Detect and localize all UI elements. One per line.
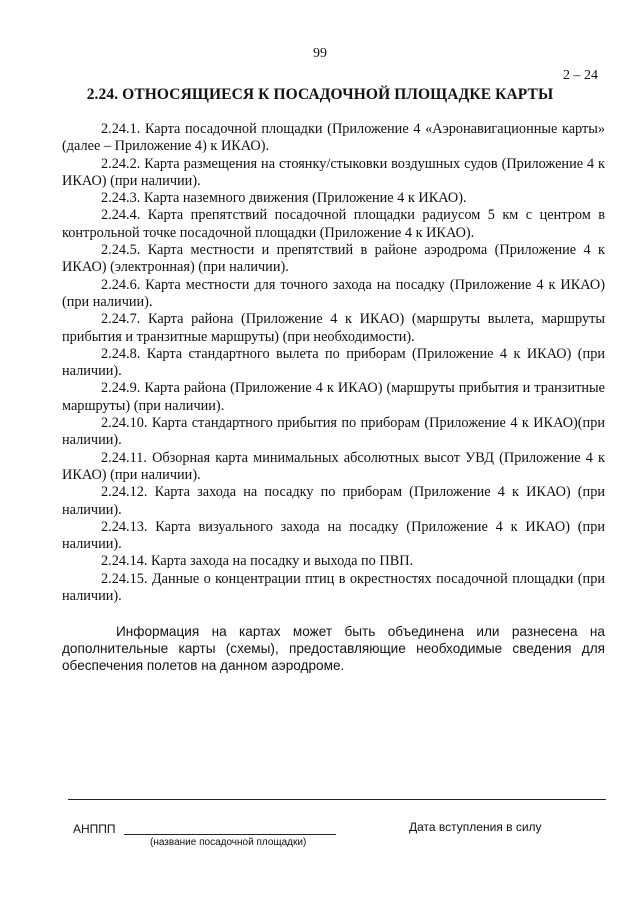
page-number: 99 [313,46,327,61]
list-item: 2.24.5. Карта местности и препятствий в районе аэродрома (Приложение 4 к ИКАО) (электронная) (при наличии). [62,242,605,276]
list-item: 2.24.9. Карта района (Приложение 4 к ИКАО) (маршруты прибытия и транзитные маршруты) (при наличии). [62,380,605,414]
list-item: 2.24.4. Карта препятствий посадочной площадки радиусом 5 км с центром в контрольной точке посадочной площадки (Приложение 4 к ИКАО). [62,207,605,241]
section-code: 2 – 24 [563,68,598,83]
footer-divider [68,799,606,800]
list-item: 2.24.13. Карта визуального захода на посадку (Приложение 4 к ИКАО) (при наличии). [62,518,605,553]
document-body [62,121,605,674]
list-item: 2.24.3. Карта наземного движения (Приложение 4 к ИКАО). [101,190,467,207]
footer-anppp-label: АНППП [73,822,116,836]
list-item: 2.24.10. Карта стандартного прибытия по приборам (Приложение 4 к ИКАО)(при наличии). [62,415,605,449]
list-item: 2.24.6. Карта местности для точного захода на посадку (Приложение 4 к ИКАО) (при наличии). [62,276,605,310]
list-item: 2.24.7. Карта района (Приложение 4 к ИКАО) (маршруты вылета, маршруты прибытия и транзитные маршруты) (при необходимости). [62,311,605,345]
list-item: 2.24.11. Обзорная карта минимальных абсолютных высот УВД (Приложение 4 к ИКАО) (при наличии). [62,449,605,483]
list-item: 2.24.15. Данные о концентрации птиц в окрестностях посадочной площадки (при наличии). [62,570,605,605]
list-item: 2.24.8. Карта стандартного вылета по приборам (Приложение 4 к ИКАО) (при наличии). [62,345,605,380]
section-heading: 2.24. ОТНОСЯЩИЕСЯ К ПОСАДОЧНОЙ ПЛОЩАДКЕ КАРТЫ [86,86,554,103]
list-item: 2.24.2. Карта размещения на стоянку/стыковки воздушных судов (Приложение 4 к ИКАО) (при наличии). [62,155,605,189]
list-item: 2.24.14. Карта захода на посадку и выхода по ПВП. [101,553,414,570]
information-note: Информация на картах может быть объединена или разнесена на дополнительные карты (схемы), предоставляющие необходимые сведения для обеспечения полетов на данном аэродроме. [62,624,605,674]
list-item: 2.24.1. Карта посадочной площадки (Приложение 4 «Аэронавигационные карты» (далее – Приложение 4) к ИКАО). [62,121,605,155]
landing-site-name-caption: (название посадочной площадки) [150,837,307,848]
effective-date-label: Дата вступления в силу [409,820,542,834]
landing-site-name-line [124,834,336,835]
list-item: 2.24.12. Карта захода на посадку по приборам (Приложение 4 к ИКАО) (при наличии). [62,484,605,518]
